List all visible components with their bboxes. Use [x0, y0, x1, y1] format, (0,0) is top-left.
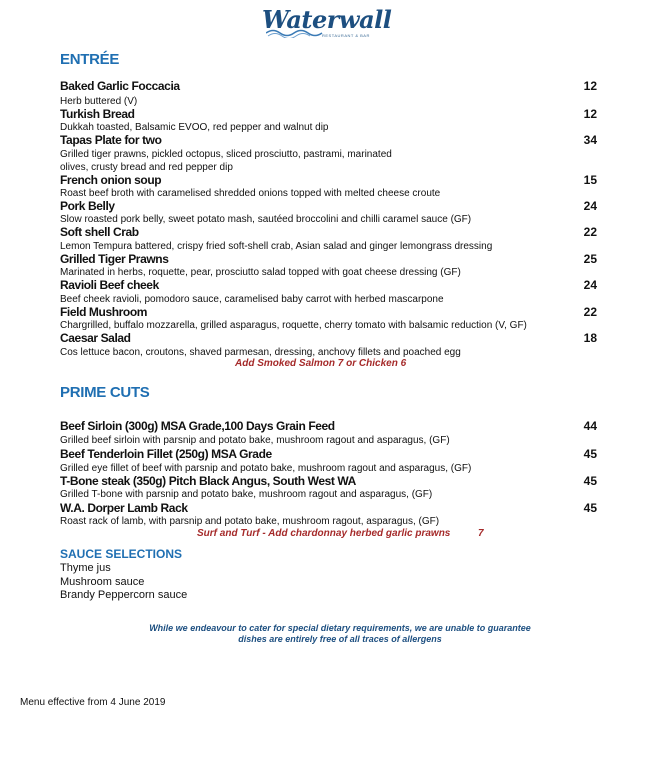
item-description: Herb buttered (V)	[60, 96, 138, 107]
item-price: 44	[583, 419, 597, 433]
item-description-continued: olives, crusty bread and red pepper dip	[60, 162, 233, 173]
item-price: 24	[583, 278, 597, 292]
item-name: Ravioli Beef cheek	[60, 278, 159, 292]
surf-turf-price: 7	[478, 528, 484, 539]
sauce-item: Thyme jus	[60, 562, 111, 574]
item-description: Roast beef broth with caramelised shredded onions topped with melted cheese croute	[60, 188, 441, 199]
surf-turf-note: Surf and Turf - Add chardonnay herbed garlic prawns	[197, 528, 451, 539]
item-price: 45	[583, 447, 597, 461]
item-name: Pork Belly	[60, 199, 115, 213]
logo-tagline: RESTAURANT & BAR	[322, 33, 370, 38]
entree-heading: ENTRÉE	[60, 51, 120, 68]
item-price: 12	[583, 79, 597, 93]
item-price: 45	[583, 501, 597, 515]
item-description: Grilled eye fillet of beef with parsnip and potato bake, mushroom ragout and asparagus, (GF)	[60, 463, 472, 474]
item-name: Soft shell Crab	[60, 225, 139, 239]
item-price: 22	[583, 305, 597, 319]
item-description: Grilled beef sirloin with parsnip and potato bake, mushroom ragout and asparagus, (GF)	[60, 435, 450, 446]
item-description: Grilled tiger prawns, pickled octopus, sliced prosciutto, pastrami, marinated	[60, 149, 392, 160]
item-name: Caesar Salad	[60, 331, 131, 345]
item-description: Dukkah toasted, Balsamic EVOO, red pepper and walnut dip	[60, 122, 329, 133]
item-price: 24	[583, 199, 597, 213]
sauce-item: Brandy Peppercorn sauce	[60, 589, 188, 601]
disclaimer-line: dishes are entirely free of all traces of allergens	[238, 634, 442, 644]
item-price: 45	[583, 474, 597, 488]
item-description: Slow roasted pork belly, sweet potato mash, sautéed broccolini and chilli caramel sauce (GF)	[60, 214, 472, 225]
item-price: 25	[583, 252, 597, 266]
item-price: 22	[583, 225, 597, 239]
logo-name: Waterwall	[262, 5, 392, 34]
item-name: Beef Tenderloin Fillet (250g) MSA Grade	[60, 447, 272, 461]
item-description: Beef cheek ravioli, pomodoro sauce, caramelised baby carrot with herbed mascarpone	[60, 294, 444, 305]
item-description: Grilled T-bone with parsnip and potato bake, mushroom ragout and asparagus, (GF)	[60, 489, 433, 500]
item-name: Tapas Plate for two	[60, 133, 162, 147]
item-name: W.A. Dorper Lamb Rack	[60, 501, 188, 515]
item-description: Lemon Tempura battered, crispy fried soft-shell crab, Asian salad and ginger lemongrass dressing	[60, 241, 493, 252]
item-price: 18	[583, 331, 597, 345]
prime-cuts-heading: PRIME CUTS	[60, 384, 150, 401]
item-name: French onion soup	[60, 173, 162, 187]
item-description: Roast rack of lamb, with parsnip and potato bake, mushroom ragout, asparagus, (GF)	[60, 516, 440, 527]
item-price: 34	[583, 133, 597, 147]
wave-icon	[266, 28, 326, 38]
item-name: Turkish Bread	[60, 107, 135, 121]
item-name: Field Mushroom	[60, 305, 148, 319]
disclaimer-line: While we endeavour to cater for special dietary requirements, we are unable to guarantee	[149, 623, 531, 633]
restaurant-logo	[262, 5, 392, 43]
allergen-disclaimer	[130, 623, 550, 645]
item-description: Chargrilled, buffalo mozzarella, grilled asparagus, roquette, cherry tomato with balsamic reduction (V, GF)	[60, 320, 527, 331]
item-name: Beef Sirloin (300g) MSA Grade,100 Days Grain Feed	[60, 419, 335, 433]
item-name: Baked Garlic Foccacia	[60, 79, 180, 93]
menu-effective-date: Menu effective from 4 June 2019	[20, 697, 166, 708]
sauce-item: Mushroom sauce	[60, 576, 145, 588]
entree-addon-note: Add Smoked Salmon 7 or Chicken 6	[235, 358, 407, 369]
item-name: T-Bone steak (350g) Pitch Black Angus, South West WA	[60, 474, 356, 488]
item-description: Cos lettuce bacon, croutons, shaved parmesan, dressing, anchovy fillets and poached egg	[60, 347, 461, 358]
item-description: Marinated in herbs, roquette, pear, prosciutto salad topped with goat cheese dressing (GF)	[60, 267, 461, 278]
item-price: 12	[583, 107, 597, 121]
item-name: Grilled Tiger Prawns	[60, 252, 169, 266]
sauce-heading: SAUCE SELECTIONS	[60, 547, 183, 561]
item-price: 15	[583, 173, 597, 187]
